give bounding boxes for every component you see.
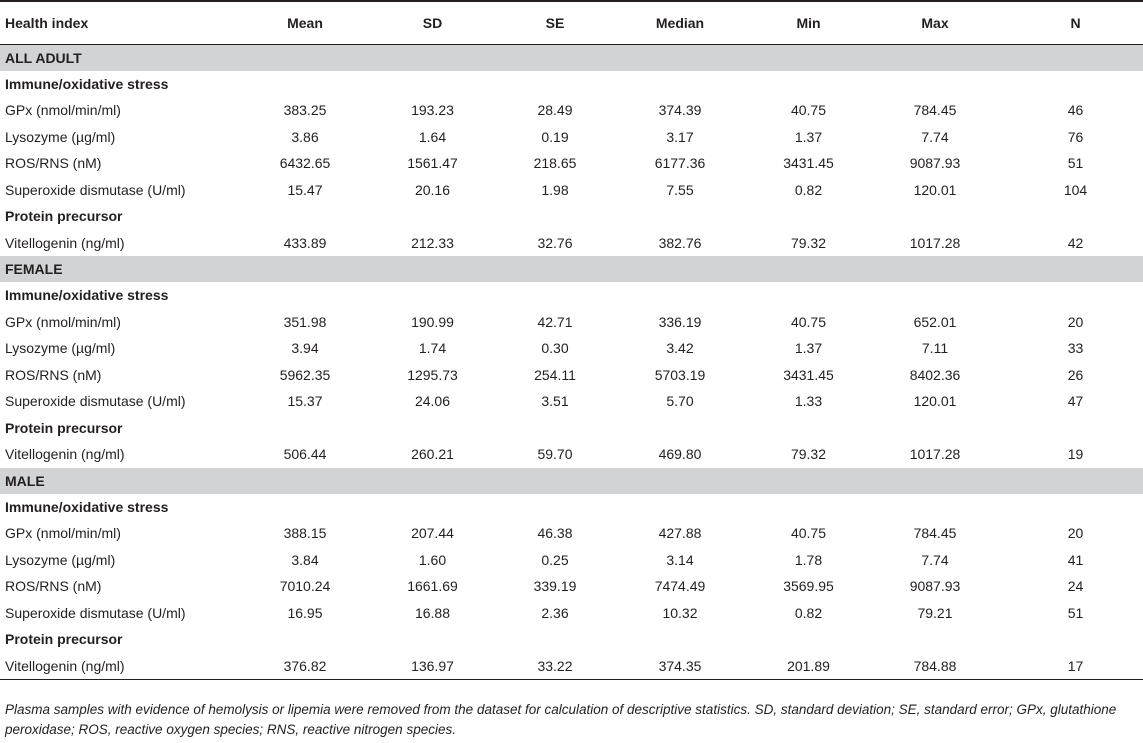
min-cell: 1.37 bbox=[794, 128, 823, 145]
sd-cell: 136.97 bbox=[360, 653, 505, 680]
median-cell: 469.80 bbox=[658, 446, 702, 463]
header-row bbox=[0, 1, 1143, 44]
table-row bbox=[0, 335, 1143, 362]
health-index-cell: Superoxide dismutase (U/ml) bbox=[5, 181, 186, 198]
section-label: Immune/oxidative stress bbox=[5, 75, 169, 92]
group-label: ALL ADULT bbox=[0, 44, 1143, 71]
group-label: FEMALE bbox=[0, 256, 1143, 282]
n-cell: 51 bbox=[1067, 155, 1084, 172]
sd-cell: 20.16 bbox=[414, 181, 451, 198]
min-cell: 79.32 bbox=[790, 446, 827, 463]
table-row bbox=[0, 177, 1143, 204]
header-sd: SD bbox=[360, 1, 505, 44]
n-cell: 46 bbox=[1067, 102, 1084, 119]
sd-cell: 1.74 bbox=[418, 340, 447, 357]
sd-cell: 1.64 bbox=[418, 128, 447, 145]
header-n: N bbox=[1008, 1, 1143, 44]
max-cell: 79.21 bbox=[917, 604, 953, 621]
section-label: Protein precursor bbox=[5, 631, 123, 648]
min-cell: 201.89 bbox=[755, 653, 862, 680]
n-cell: 17 bbox=[1008, 653, 1143, 680]
min-cell: 3431.45 bbox=[783, 366, 834, 383]
sd-cell: 260.21 bbox=[411, 446, 454, 463]
mean-cell: 15.37 bbox=[287, 393, 323, 410]
mean-cell: 16.95 bbox=[287, 604, 323, 621]
mean-cell: 5962.35 bbox=[279, 366, 331, 383]
health-index-cell: Superoxide dismutase (U/ml) bbox=[5, 604, 186, 621]
health-index-cell: GPx (nmol/min/ml) bbox=[5, 525, 121, 542]
sd-cell: 16.88 bbox=[414, 604, 451, 621]
mean-cell: 15.47 bbox=[287, 181, 323, 198]
se-cell: 28.49 bbox=[537, 102, 573, 119]
section-label: Protein precursor bbox=[5, 419, 123, 436]
median-cell: 374.39 bbox=[658, 102, 702, 119]
table-header bbox=[0, 1, 1143, 44]
se-cell: 339.19 bbox=[533, 578, 577, 595]
table-row bbox=[0, 388, 1143, 415]
max-cell: 8402.36 bbox=[909, 366, 961, 383]
mean-cell: 7010.24 bbox=[279, 578, 331, 595]
section-row bbox=[0, 282, 1143, 309]
median-cell: 374.35 bbox=[605, 653, 755, 680]
se-cell: 3.51 bbox=[541, 393, 569, 410]
max-cell: 9087.93 bbox=[909, 578, 961, 595]
median-cell: 3.17 bbox=[666, 128, 694, 145]
health-index-cell: Lysozyme (µg/ml) bbox=[5, 128, 116, 145]
n-cell: 19 bbox=[1067, 446, 1084, 463]
n-cell: 26 bbox=[1067, 366, 1084, 383]
max-cell: 7.74 bbox=[921, 551, 949, 568]
max-cell: 7.74 bbox=[921, 128, 949, 145]
group-row bbox=[0, 256, 1143, 282]
median-cell: 3.14 bbox=[666, 551, 694, 568]
median-cell: 382.76 bbox=[658, 234, 702, 251]
section-row bbox=[0, 71, 1143, 98]
min-cell: 1.78 bbox=[794, 551, 823, 568]
section-row bbox=[0, 626, 1143, 653]
table-row bbox=[0, 653, 1143, 680]
header-se: SE bbox=[505, 1, 605, 44]
min-cell: 0.82 bbox=[794, 604, 823, 621]
se-cell: 0.30 bbox=[541, 340, 569, 357]
section-row bbox=[0, 203, 1143, 230]
table-row bbox=[0, 230, 1143, 257]
median-cell: 427.88 bbox=[658, 525, 702, 542]
health-index-cell: Lysozyme (µg/ml) bbox=[5, 340, 116, 357]
sd-cell: 1561.47 bbox=[407, 155, 458, 172]
section-label: Immune/oxidative stress bbox=[5, 287, 169, 304]
health-index-cell: ROS/RNS (nM) bbox=[5, 578, 102, 595]
mean-cell: 388.15 bbox=[283, 525, 327, 542]
min-cell: 1.33 bbox=[794, 393, 823, 410]
sd-cell: 1661.69 bbox=[407, 578, 458, 595]
se-cell: 1.98 bbox=[541, 181, 569, 198]
mean-cell: 351.98 bbox=[283, 313, 327, 330]
section-row bbox=[0, 494, 1143, 521]
min-cell: 3431.45 bbox=[783, 155, 834, 172]
section-label: Protein precursor bbox=[5, 208, 123, 225]
median-cell: 6177.36 bbox=[654, 155, 706, 172]
median-cell: 336.19 bbox=[658, 313, 702, 330]
median-cell: 5703.19 bbox=[654, 366, 706, 383]
table-row bbox=[0, 97, 1143, 124]
n-cell: 24 bbox=[1067, 578, 1084, 595]
max-cell: 784.45 bbox=[913, 525, 957, 542]
median-cell: 10.32 bbox=[662, 604, 698, 621]
table-row bbox=[0, 124, 1143, 151]
median-cell: 7474.49 bbox=[654, 578, 706, 595]
header-mean: Mean bbox=[250, 1, 360, 44]
table-body bbox=[0, 44, 1143, 680]
n-cell: 33 bbox=[1067, 340, 1084, 357]
n-cell: 51 bbox=[1067, 604, 1084, 621]
max-cell: 784.45 bbox=[913, 102, 957, 119]
se-cell: 59.70 bbox=[537, 446, 573, 463]
health-index-cell: Vitellogenin (ng/ml) bbox=[5, 446, 125, 463]
table-row bbox=[0, 600, 1143, 627]
group-label: MALE bbox=[0, 468, 1143, 494]
min-cell: 3569.95 bbox=[783, 578, 834, 595]
mean-cell: 3.94 bbox=[291, 340, 319, 357]
health-index-cell: Vitellogenin (ng/ml) bbox=[0, 653, 250, 680]
n-cell: 20 bbox=[1067, 313, 1084, 330]
min-cell: 40.75 bbox=[790, 525, 827, 542]
health-index-cell: GPx (nmol/min/ml) bbox=[5, 313, 121, 330]
table-row bbox=[0, 520, 1143, 547]
section-label: Immune/oxidative stress bbox=[5, 498, 169, 515]
median-cell: 5.70 bbox=[666, 393, 694, 410]
mean-cell: 433.89 bbox=[283, 234, 327, 251]
se-cell: 0.19 bbox=[541, 128, 569, 145]
median-cell: 7.55 bbox=[666, 181, 694, 198]
sd-cell: 1.60 bbox=[418, 551, 447, 568]
mean-cell: 3.86 bbox=[291, 128, 319, 145]
min-cell: 40.75 bbox=[790, 313, 827, 330]
min-cell: 40.75 bbox=[790, 102, 827, 119]
sd-cell: 190.99 bbox=[411, 313, 454, 330]
health-index-cell: GPx (nmol/min/ml) bbox=[5, 102, 121, 119]
n-cell: 41 bbox=[1067, 551, 1084, 568]
max-cell: 1017.28 bbox=[909, 234, 961, 251]
n-cell: 47 bbox=[1067, 393, 1084, 410]
min-cell: 0.82 bbox=[794, 181, 823, 198]
n-cell: 42 bbox=[1067, 234, 1084, 251]
health-index-cell: ROS/RNS (nM) bbox=[5, 155, 102, 172]
max-cell: 652.01 bbox=[913, 313, 957, 330]
n-cell: 20 bbox=[1067, 525, 1084, 542]
section-row bbox=[0, 415, 1143, 442]
group-row bbox=[0, 44, 1143, 71]
min-cell: 1.37 bbox=[794, 340, 823, 357]
mean-cell: 383.25 bbox=[283, 102, 327, 119]
health-index-cell: ROS/RNS (nM) bbox=[5, 366, 102, 383]
table-row bbox=[0, 573, 1143, 600]
max-cell: 120.01 bbox=[913, 181, 957, 198]
median-cell: 3.42 bbox=[666, 340, 694, 357]
sd-cell: 193.23 bbox=[411, 102, 454, 119]
group-row bbox=[0, 468, 1143, 494]
mean-cell: 3.84 bbox=[291, 551, 319, 568]
n-cell: 104 bbox=[1063, 181, 1088, 198]
se-cell: 32.76 bbox=[537, 234, 573, 251]
max-cell: 784.88 bbox=[862, 653, 1008, 680]
max-cell: 120.01 bbox=[913, 393, 957, 410]
n-cell: 76 bbox=[1067, 128, 1084, 145]
table-row bbox=[0, 309, 1143, 336]
health-index-cell: Lysozyme (µg/ml) bbox=[5, 551, 116, 568]
sd-cell: 207.44 bbox=[411, 525, 454, 542]
se-cell: 0.25 bbox=[541, 551, 569, 568]
se-cell: 2.36 bbox=[541, 604, 569, 621]
header-health-index: Health index bbox=[0, 1, 250, 44]
mean-cell: 6432.65 bbox=[279, 155, 331, 172]
health-index-cell: Vitellogenin (ng/ml) bbox=[5, 234, 125, 251]
table-row bbox=[0, 150, 1143, 177]
se-cell: 218.65 bbox=[533, 155, 577, 172]
se-cell: 46.38 bbox=[537, 525, 573, 542]
table-row bbox=[0, 547, 1143, 574]
sd-cell: 212.33 bbox=[411, 234, 454, 251]
min-cell: 79.32 bbox=[790, 234, 827, 251]
table-row bbox=[0, 362, 1143, 389]
header-max: Max bbox=[862, 1, 1008, 44]
sd-cell: 1295.73 bbox=[407, 366, 458, 383]
table-footnote: Plasma samples with evidence of hemolysis or lipemia were removed from the dataset for calculation of descriptive statistics. SD, standard deviation; SE, standard error; GPx, glutathione peroxidase; ROS, reactive oxygen species; RNS, reactive nitrogen species. bbox=[5, 702, 1117, 737]
se-cell: 33.22 bbox=[505, 653, 605, 680]
sd-cell: 24.06 bbox=[414, 393, 451, 410]
se-cell: 42.71 bbox=[537, 313, 573, 330]
header-median: Median bbox=[605, 1, 755, 44]
health-index-cell: Superoxide dismutase (U/ml) bbox=[5, 393, 186, 410]
max-cell: 7.11 bbox=[921, 340, 949, 357]
mean-cell: 506.44 bbox=[283, 446, 327, 463]
max-cell: 1017.28 bbox=[909, 446, 961, 463]
se-cell: 254.11 bbox=[534, 366, 576, 383]
mean-cell: 376.82 bbox=[250, 653, 360, 680]
table-row bbox=[0, 441, 1143, 468]
header-min: Min bbox=[755, 1, 862, 44]
max-cell: 9087.93 bbox=[909, 155, 961, 172]
